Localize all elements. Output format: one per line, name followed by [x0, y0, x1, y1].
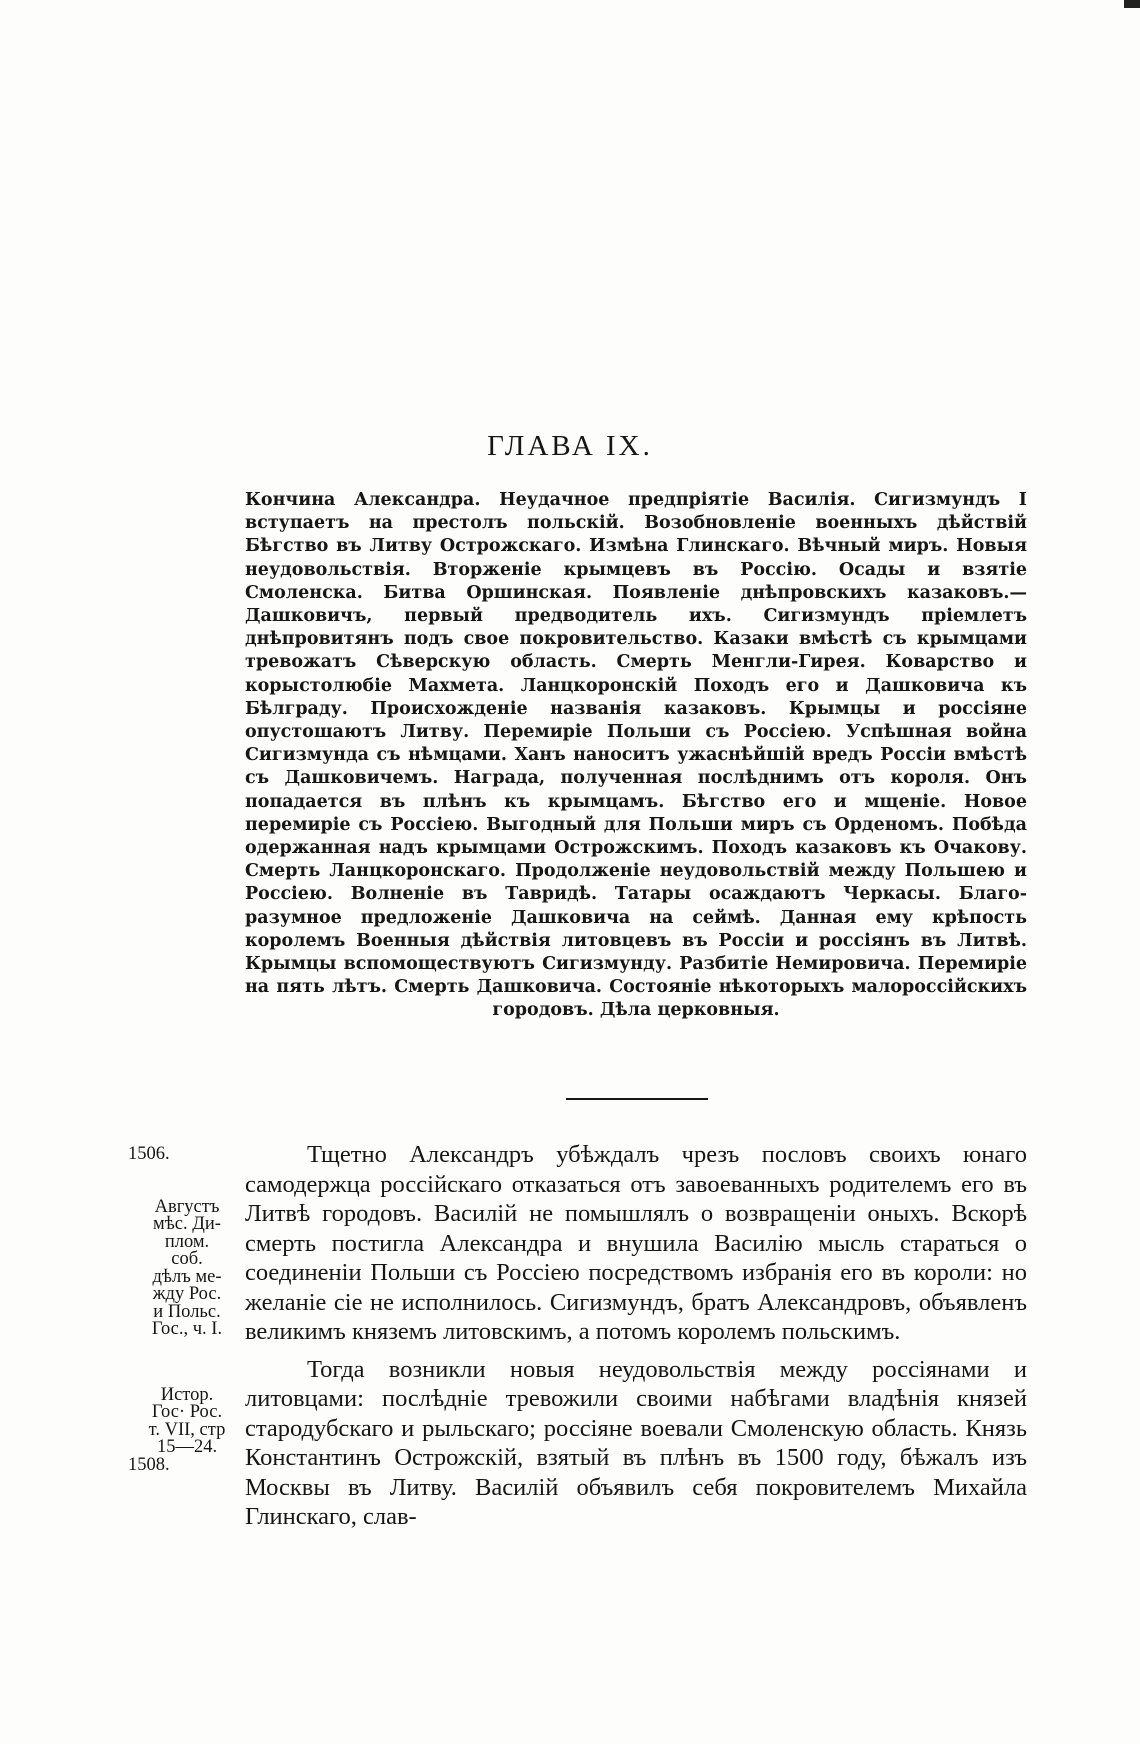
- margin-reference-diplomatic-collection: Августъ мѣс. Ди- плом. соб. дѣлъ ме- жду Рос. и Польс. Гос., ч. I.: [151, 1196, 223, 1339]
- main-text: [245, 1140, 1027, 1532]
- chapter-summary: Кончина Александра. Неудачное предпріятіе Василія. Сигизмундъ I вступаетъ на престолъ польскій. Возобновленіе военныхъ дѣйствій Бѣгство въ Литву Острожскаго. Измѣна Глинскаго. Вѣчный миръ. Новыя неудовольствія. Вторженіе крымцевъ въ Россію. Осады и взятіе Смоленска. Битва Оршинская. Появленіе днѣпровскихъ казаковъ.—Дашковичъ, первый предводитель ихъ. Сигизмундъ пріемлетъ днѣпровитянъ подъ свое покровительство. Казаки вмѣстѣ съ крымцами тревожатъ Сѣверскую область. Смерть Менгли-Гирея. Коварство и корыстолюбіе Махмета. Ланцкоронскій Походъ его и Дашковича къ Бѣлграду. Происхожденіе названія казаковъ. Крымцы и россіяне опустошаютъ Литву. Перемиріе Польши съ Россіею. Успѣшная война Сигизмунда съ нѣмцами. Ханъ наноситъ ужаснѣйшій вредъ Россіи вмѣстѣ съ Дашковичемъ. Награда, полученная послѣднимъ отъ короля. Онъ попадается въ плѣнъ къ крымцамъ. Бѣгство его и мщеніе. Новое перемиріе съ Россіею. Выгодный для Польши миръ съ Орденомъ. Побѣда одержанная надъ крымцами Острожскимъ. Походъ казаковъ къ Очакову. Смерть Ланцкоронскаго. Продолженіе неудовольствій между Польшею и Россіею. Волненіе въ Тавридѣ. Татары осаждаютъ Черкасы. Благоразумное предложеніе Дашковича на сеймѣ. Данная ему крѣпость королемъ Военныя дѣйствія литовцевъ въ Россіи и россіянъ въ Литвѣ. Крымцы вспомоществуютъ Сигизмунду. Разбитіе Немировича. Перемиріе на пять лѣтъ. Смерть Дашковича. Состояніе нѣкоторыхъ малороссійскихъ городовъ. Дѣла церковныя.: [245, 490, 1027, 1021]
- chapter-title: ГЛАВА IX.: [487, 430, 653, 462]
- margin-year-1508: 1508.: [128, 1454, 170, 1475]
- paragraph: Тщетно Александръ убѣждалъ чрезъ пословъ своихъ юнаго самодержца россійскаго отказаться отъ завоеванныхъ родителемъ его въ Литвѣ городовъ. Василій не помышлялъ о возвращеніи оныхъ. Вскорѣ смерть постигла Александра и внушила Василію мысль стараться о соединеніи Польши съ Россіею посредствомъ избранія его въ короли: но желаніе сіе не исполнилось. Сигизмундъ, братъ Александровъ, объявленъ великимъ княземъ литовскимъ, а потомъ королемъ польскимъ.: [245, 1141, 1027, 1345]
- scan-edge-mark: [1124, 0, 1140, 8]
- section-divider: [566, 1098, 708, 1100]
- paragraph: Тогда возникли новыя неудовольствія между россіянами и литовцами: послѣдніе тревожили своими набѣгами владѣнія князей стародубскаго и рыльскаго; россіяне воевали Смоленскую область. Князь Константинъ Острожскій, взятый въ плѣнъ въ 1500 году, бѣжалъ изъ Москвы въ Литву. Василій объявилъ себя покровителемъ Михайла Глинскаго, слав-: [245, 1355, 1027, 1530]
- margin-year-1506: 1506.: [128, 1144, 170, 1164]
- margin-reference-history-of-russia: Истор. Гос· Рос. т. VII, стр 15—24.: [148, 1384, 226, 1457]
- margin-notes: [128, 1146, 246, 1474]
